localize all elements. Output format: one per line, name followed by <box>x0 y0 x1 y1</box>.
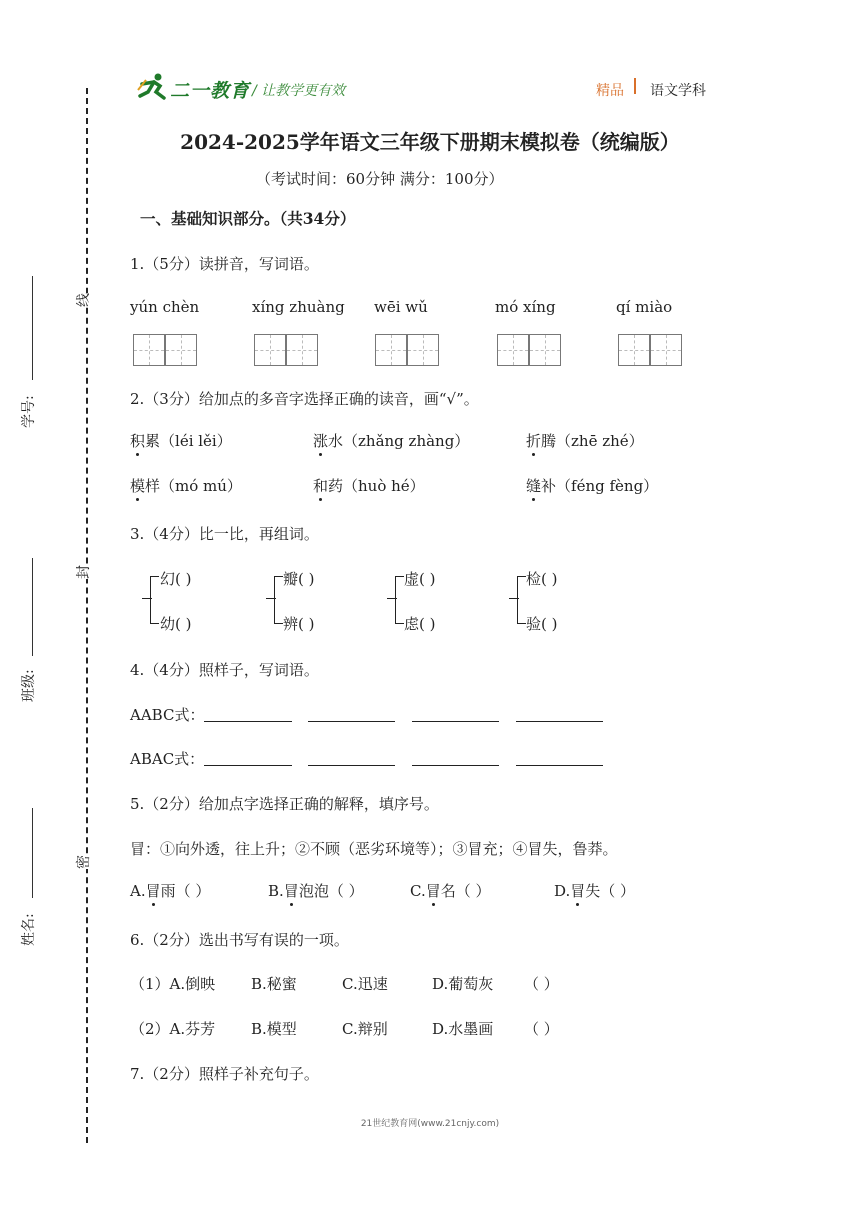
writing-box[interactable] <box>407 334 439 366</box>
q6-option: （2）A.芬芳 <box>130 1020 216 1038</box>
question-2-stem: 2.（3分）给加点的多音字选择正确的读音，画“√”。 <box>130 390 479 408</box>
compare-char: 幻( ) <box>160 570 192 588</box>
binding-dashed-line <box>86 88 88 1143</box>
answer-paren: （ ） <box>524 975 559 993</box>
dotted-char: 涨 <box>313 432 329 450</box>
q2-item <box>526 430 644 451</box>
option-text: 泡泡（ ） <box>298 882 364 900</box>
option-text: 失（ ） <box>585 882 636 900</box>
answer-blank[interactable] <box>308 721 395 722</box>
dotted-char: 冒 <box>425 882 441 900</box>
compare-char: 验( ) <box>526 615 558 633</box>
footer-source: 21世纪教育网(www.21cnjy.com) <box>360 1119 500 1129</box>
page-title: 2024-2025学年语文三年级下册期末模拟卷（统编版） <box>180 130 680 154</box>
compare-char: 检( ) <box>526 570 558 588</box>
q6-option: （1）A.倒映 <box>130 975 216 993</box>
question-1-stem: 1.（5分）读拼音，写词语。 <box>130 255 319 273</box>
name-line <box>32 808 33 898</box>
q2-item-text: 补（féng fèng） <box>541 477 659 495</box>
q6-option: B.模型 <box>251 1020 297 1038</box>
question-3-stem: 3.（4分）比一比，再组词。 <box>130 525 319 543</box>
compare-char: 虑( ) <box>404 615 436 633</box>
pattern-label-aabc: AABC式： <box>130 706 205 724</box>
dotted-char: 缝 <box>526 477 542 495</box>
runner-logo-icon <box>136 72 170 100</box>
q2-item-text: 样（mó mú） <box>145 477 242 495</box>
pinyin-5: qí miào <box>616 298 673 316</box>
answer-paren: （ ） <box>524 1020 559 1038</box>
q2-item <box>526 475 658 496</box>
dotted-char: 折 <box>526 432 542 450</box>
seal-char-secret: 密 <box>69 855 97 869</box>
brace <box>395 576 404 624</box>
brace <box>150 576 159 624</box>
option-text: 雨（ ） <box>160 882 211 900</box>
q2-item-text: 水（zhǎng zhàng） <box>328 432 470 450</box>
answer-blank[interactable] <box>204 765 292 766</box>
dotted-char: 冒 <box>145 882 161 900</box>
answer-blank[interactable] <box>516 721 603 722</box>
answer-blank[interactable] <box>412 721 499 722</box>
writing-box[interactable] <box>497 334 529 366</box>
option-letter: C. <box>410 882 426 900</box>
answer-blank[interactable] <box>204 721 292 722</box>
writing-box[interactable] <box>375 334 407 366</box>
brace-tip <box>266 598 276 599</box>
question-7-stem: 7.（2分）照样子补充句子。 <box>130 1065 319 1083</box>
q2-item-text: 累（léi lěi） <box>145 432 232 450</box>
badge-divider <box>634 78 636 94</box>
q2-item <box>130 475 242 496</box>
class-label: 班级: <box>21 669 37 702</box>
writing-box[interactable] <box>618 334 650 366</box>
q2-item-text: 药（huò hé） <box>328 477 425 495</box>
q2-item-text: 腾（zhē zhé） <box>541 432 644 450</box>
pinyin-2: xíng zhuàng <box>252 298 345 316</box>
q5-option <box>268 880 364 901</box>
answer-blank[interactable] <box>308 765 395 766</box>
pinyin-3: wēi wǔ <box>374 298 428 316</box>
writing-box[interactable] <box>165 334 197 366</box>
q6-option: D.葡萄灰 <box>432 975 494 993</box>
brace-tip <box>387 598 397 599</box>
seal-char-seal: 封 <box>69 565 97 579</box>
q5-option <box>130 880 210 901</box>
slogan: / 让教学更有效 <box>252 83 346 99</box>
q5-option <box>410 880 491 901</box>
option-letter: A. <box>130 882 146 900</box>
question-5-stem: 5.（2分）给加点字选择正确的解释，填序号。 <box>130 795 439 813</box>
q5-option <box>554 880 635 901</box>
option-letter: D. <box>554 882 571 900</box>
q6-option: B.秘蜜 <box>251 975 297 993</box>
dotted-char: 模 <box>130 477 146 495</box>
exam-info: （考试时间：60分钟 满分：100分） <box>256 170 504 188</box>
logo-text: 二一教育 <box>170 80 251 102</box>
answer-blank[interactable] <box>516 765 603 766</box>
section-heading: 一、基础知识部分。（共34分） <box>140 209 356 228</box>
q2-item <box>130 430 232 451</box>
badge-subject: 语文学科 <box>650 83 706 99</box>
question-6-stem: 6.（2分）选出书写有误的一项。 <box>130 931 349 949</box>
option-letter: B. <box>268 882 284 900</box>
brace-tip <box>142 598 152 599</box>
seal-char-line: 线 <box>69 293 97 307</box>
writing-box[interactable] <box>529 334 561 366</box>
student-id-line <box>32 276 33 380</box>
q2-item <box>313 475 425 496</box>
writing-box[interactable] <box>286 334 318 366</box>
definition-text: 冒：①向外透，往上升；②不顾（恶劣环境等）；③冒充；④冒失，鲁莽。 <box>130 840 618 858</box>
dotted-char: 冒 <box>283 882 299 900</box>
class-line <box>32 558 33 656</box>
brace-tip <box>509 598 519 599</box>
q6-option: C.迅速 <box>342 975 388 993</box>
compare-char: 辨( ) <box>283 615 315 633</box>
option-text: 名（ ） <box>440 882 491 900</box>
student-id-label: 学号: <box>21 395 37 428</box>
pinyin-1: yún chèn <box>130 298 200 316</box>
dotted-char: 冒 <box>570 882 586 900</box>
compare-char: 幼( ) <box>160 615 192 633</box>
dotted-char: 和 <box>313 477 329 495</box>
compare-char: 瓣( ) <box>283 570 315 588</box>
q6-option: C.辩别 <box>342 1020 388 1038</box>
compare-char: 虚( ) <box>404 570 436 588</box>
brace <box>274 576 283 624</box>
name-label: 姓名: <box>21 913 37 946</box>
pinyin-4: mó xíng <box>495 298 556 316</box>
question-4-stem: 4.（4分）照样子，写词语。 <box>130 661 319 679</box>
dotted-char: 积 <box>130 432 146 450</box>
pattern-label-abac: ABAC式： <box>130 750 205 768</box>
writing-box[interactable] <box>133 334 165 366</box>
writing-box[interactable] <box>254 334 286 366</box>
q2-item <box>313 430 469 451</box>
answer-blank[interactable] <box>412 765 499 766</box>
brace <box>517 576 526 624</box>
q6-option: D.水墨画 <box>432 1020 494 1038</box>
badge-quality: 精品 <box>596 83 624 99</box>
writing-box[interactable] <box>650 334 682 366</box>
